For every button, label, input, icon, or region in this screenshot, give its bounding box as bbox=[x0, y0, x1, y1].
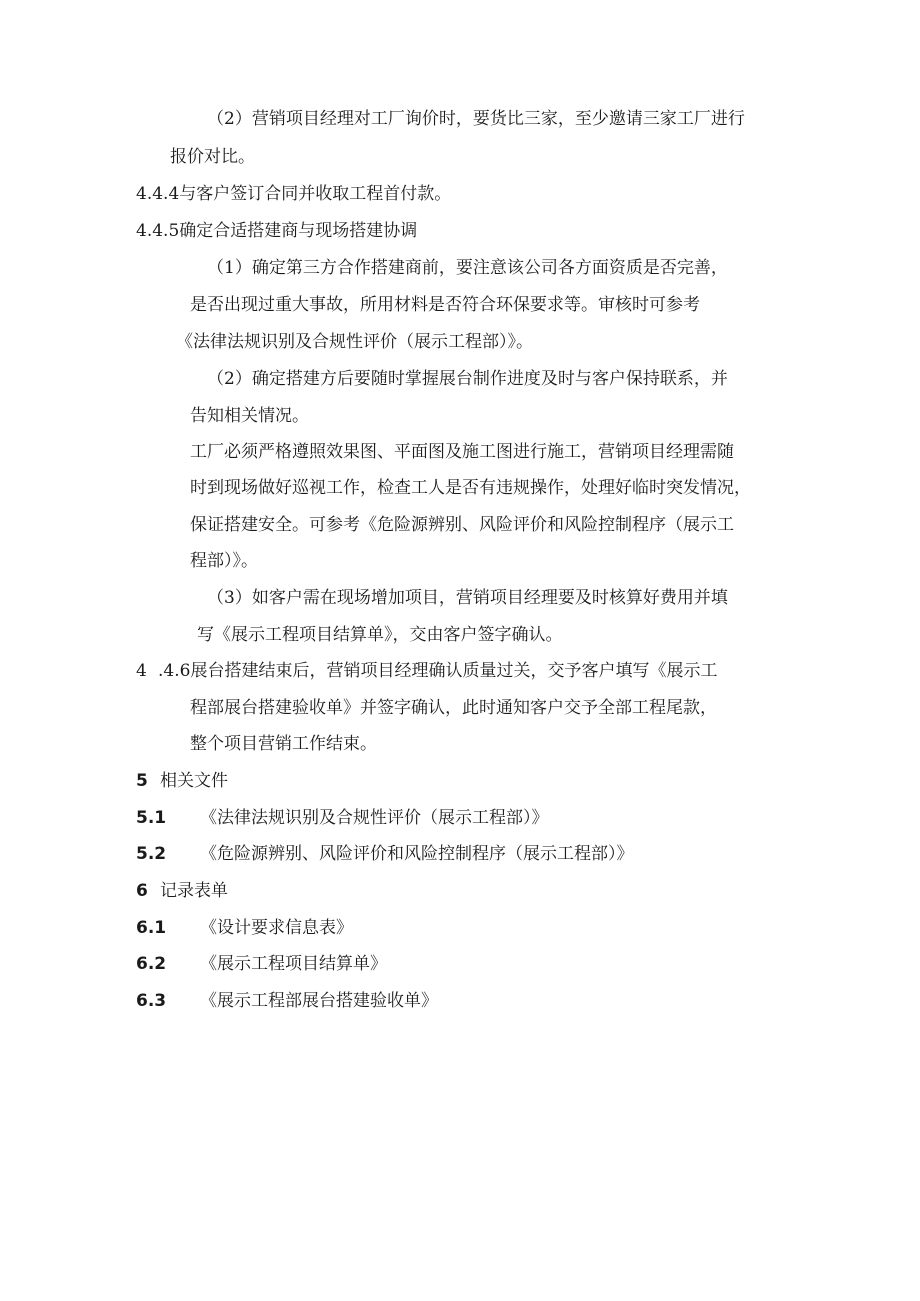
clause-4-4-4: 4.4.4与客户签订合同并收取工程首付款。 bbox=[136, 184, 452, 204]
list-item: 《危险源辨别、风险评价和风险控制程序（展示工程部）》 bbox=[200, 844, 634, 864]
paragraph-line: 告知相关情况。 bbox=[190, 406, 309, 426]
list-item: 《展示工程项目结算单》 bbox=[200, 954, 387, 974]
paragraph-line: .4.6展台搭建结束后，营销项目经理确认质量过关，交予客户填写《展示工 bbox=[158, 661, 718, 681]
paragraph-line: 是否出现过重大事故，所用材料是否符合环保要求等。审核时可参考 bbox=[190, 295, 700, 315]
paragraph-line: 《法律法规识别及合规性评价（展示工程部）》。 bbox=[176, 332, 533, 352]
list-item-number: 5.1 bbox=[136, 808, 167, 828]
paragraph-line: 时到现场做好巡视工作，检查工人是否有违规操作，处理好临时突发情况， bbox=[190, 478, 751, 498]
paragraph-line: 程部展台搭建验收单》并签字确认，此时通知客户交予全部工程尾款， bbox=[190, 698, 717, 718]
paragraph-line: （2）确定搭建方后要随时掌握展台制作进度及时与客户保持联系，并 bbox=[207, 369, 728, 389]
list-item-number: 6.1 bbox=[136, 918, 167, 938]
list-item: 《设计要求信息表》 bbox=[200, 918, 353, 938]
paragraph-line: 整个项目营销工作结束。 bbox=[190, 734, 377, 754]
paragraph-line: 保证搭建安全。可参考《危险源辨别、风险评价和风险控制程序（展示工 bbox=[190, 515, 734, 535]
clause-4-4-5-heading: 4.4.5确定合适搭建商与现场搭建协调 bbox=[136, 221, 418, 241]
list-item-number: 6.2 bbox=[136, 954, 167, 974]
list-item-number: 6.3 bbox=[136, 991, 167, 1011]
section-6-number: 6 bbox=[136, 881, 148, 901]
paragraph-line: 报价对比。 bbox=[170, 147, 255, 167]
paragraph-line: 写《展示工程项目结算单》，交由客户签字确认。 bbox=[197, 625, 563, 645]
section-6-title: 记录表单 bbox=[160, 881, 228, 901]
paragraph-line: （1）确定第三方合作搭建商前，要注意该公司各方面资质是否完善， bbox=[207, 258, 728, 278]
section-5-title: 相关文件 bbox=[160, 771, 228, 791]
section-5-number: 5 bbox=[136, 771, 148, 791]
list-item: 《法律法规识别及合规性评价（展示工程部）》 bbox=[200, 808, 549, 828]
paragraph-line: 程部）》。 bbox=[190, 551, 258, 571]
clause-4-4-6-number: 4 bbox=[136, 661, 147, 681]
paragraph-line: （3）如客户需在现场增加项目，营销项目经理要及时核算好费用并填 bbox=[207, 588, 728, 608]
paragraph-line: 工厂必须严格遵照效果图、平面图及施工图进行施工，营销项目经理需随 bbox=[190, 442, 734, 462]
list-item: 《展示工程部展台搭建验收单》 bbox=[200, 991, 438, 1011]
paragraph-line: （2）营销项目经理对工厂询价时，要货比三家，至少邀请三家工厂进行 bbox=[207, 109, 745, 129]
list-item-number: 5.2 bbox=[136, 844, 167, 864]
